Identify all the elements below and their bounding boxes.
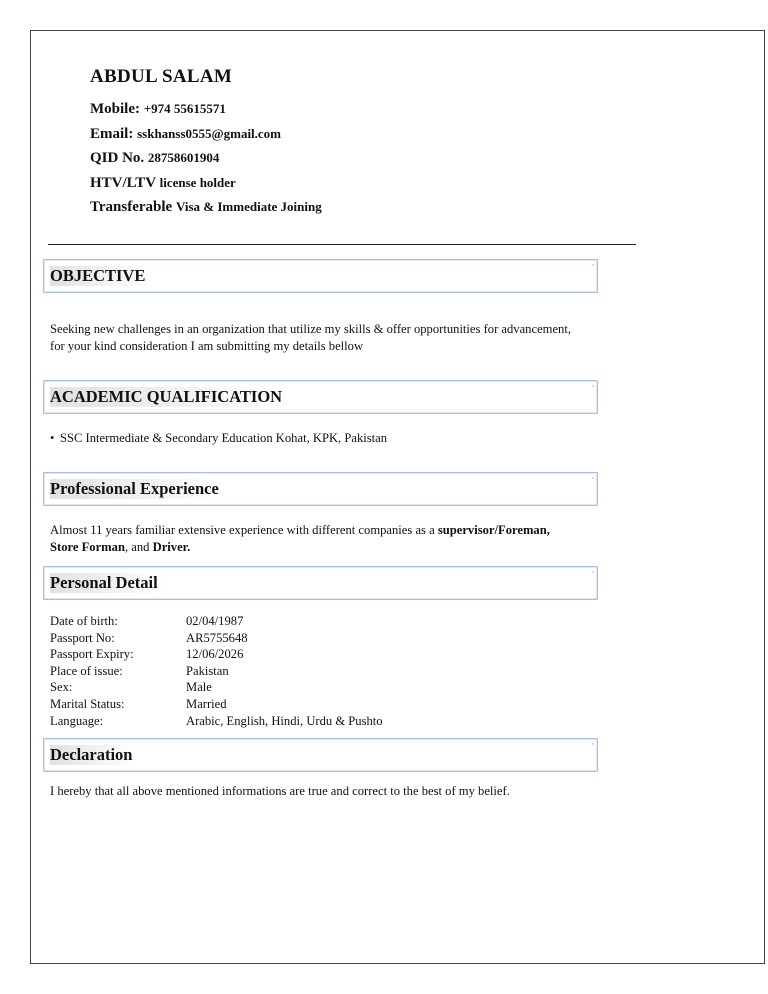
detail-label: Language: <box>50 713 104 728</box>
visa-label: Transferable <box>90 199 173 215</box>
section-heading: Personal Detail <box>50 573 164 593</box>
section-academic <box>43 380 598 414</box>
visa-line <box>90 195 322 220</box>
declaration-text: I hereby that all above mentioned informations are true and correct to the best of my belief. <box>50 784 510 798</box>
detail-label: Place of issue: <box>50 663 123 678</box>
corner-mark-icon: ▫ <box>591 382 594 390</box>
detail-label: Date of birth: <box>50 614 118 628</box>
section-declaration <box>43 738 598 772</box>
email-value: sskhanss0555@gmail.com <box>137 125 282 141</box>
objective-line: for your kind consideration I am submitting my details bellow <box>50 339 364 353</box>
detail-value: Pakistan <box>186 663 229 678</box>
section-heading: Professional Experience <box>50 479 225 499</box>
section-heading: OBJECTIVE <box>50 266 151 286</box>
section-personal <box>43 566 598 600</box>
academic-list-item <box>50 431 387 446</box>
section-heading: ACADEMIC QUALIFICATION <box>50 387 288 407</box>
mobile-line <box>90 97 322 122</box>
detail-label: Marital Status: <box>50 696 125 711</box>
experience-role-3: Driver. <box>152 540 191 554</box>
bullet-icon: • <box>50 431 55 445</box>
detail-row <box>50 630 383 647</box>
qid-value: 28758601904 <box>147 150 220 165</box>
license-label: HTV/LTV <box>90 174 156 191</box>
experience-text-a: Almost 11 years familiar extensive experience with different companies as a <box>50 523 438 537</box>
corner-mark-icon: ▫ <box>591 474 594 482</box>
email-label: Email: <box>90 125 134 142</box>
section-objective <box>43 259 598 293</box>
detail-row <box>50 613 383 630</box>
section-experience <box>43 472 598 506</box>
personal-detail-table <box>50 613 383 729</box>
header-divider <box>48 244 636 245</box>
academic-item-text: SSC Intermediate & Secondary Education Kohat, KPK, Pakistan <box>60 431 388 445</box>
detail-row <box>50 696 383 713</box>
detail-row <box>50 663 383 680</box>
corner-mark-icon: ▫ <box>591 740 594 748</box>
objective-line: Seeking new challenges in an organization that utilize my skills & offer opportunities for advancement, <box>50 322 571 336</box>
detail-row <box>50 679 383 696</box>
detail-label: Passport Expiry: <box>50 647 134 662</box>
detail-value: Married <box>186 696 227 711</box>
qid-label: QID No. <box>90 150 145 166</box>
corner-mark-icon: ▫ <box>591 261 594 269</box>
candidate-name: ABDUL SALAM <box>90 66 233 87</box>
email-line <box>90 122 322 147</box>
corner-mark-icon: ▫ <box>591 568 594 576</box>
detail-row <box>50 713 383 730</box>
experience-text-b: , and <box>124 540 153 554</box>
detail-row <box>50 646 383 663</box>
resume-header <box>90 66 322 220</box>
detail-value: Arabic, English, Hindi, Urdu & Pushto <box>186 713 383 728</box>
detail-value: 02/04/1987 <box>186 614 244 628</box>
qid-line <box>90 146 322 171</box>
license-line <box>90 171 322 196</box>
experience-role-1: supervisor/Foreman, <box>437 523 550 537</box>
mobile-label: Mobile: <box>90 101 140 117</box>
detail-label: Sex: <box>50 680 73 695</box>
detail-label: Passport No: <box>50 630 115 645</box>
experience-role-2: Store Forman <box>50 540 125 554</box>
detail-value: AR5755648 <box>186 630 248 645</box>
objective-text <box>50 321 571 355</box>
detail-value: 12/06/2026 <box>186 647 244 662</box>
detail-value: Male <box>186 680 212 695</box>
experience-text <box>50 522 550 556</box>
mobile-value: +974 55615571 <box>143 101 226 116</box>
section-heading: Declaration <box>50 745 138 765</box>
license-value: license holder <box>159 174 236 190</box>
visa-value: Visa & Immediate Joining <box>175 199 322 214</box>
